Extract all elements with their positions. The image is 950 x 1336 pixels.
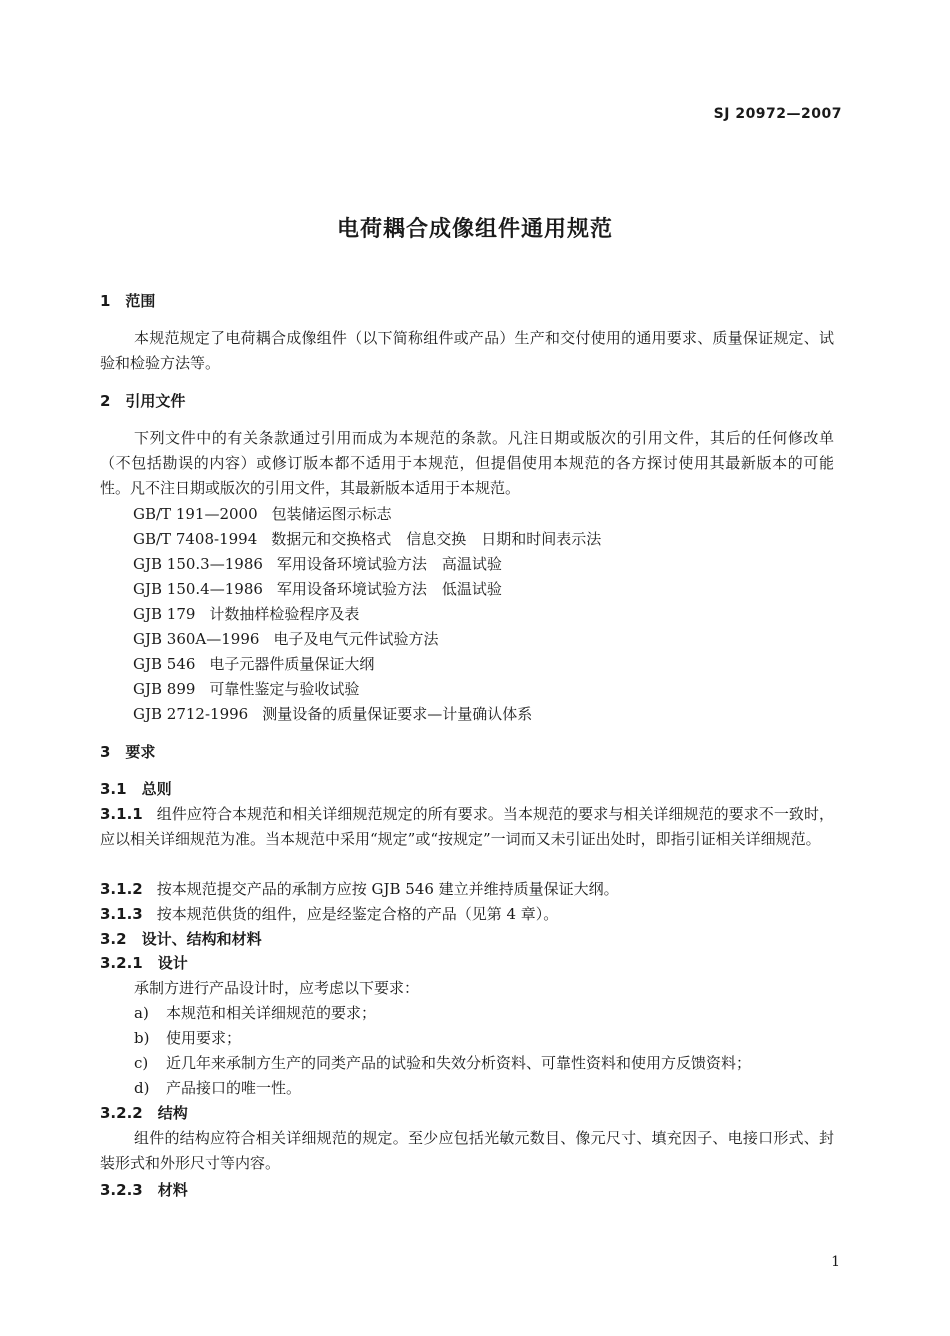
reference-code: GJB 899 [133, 680, 196, 698]
reference-code: GJB 546 [133, 655, 196, 673]
reference-item [133, 579, 502, 599]
reference-item [133, 529, 601, 549]
clause-text: 按本规范供货的组件，应是经鉴定合格的产品（见第 4 章）。 [156, 905, 559, 923]
clause-3-1-2 [100, 879, 619, 899]
reference-title: 可靠性鉴定与验收试验 [209, 680, 360, 698]
section-3-2-2-heading: 3.2.2 结构 [100, 1104, 188, 1122]
list-item [134, 1028, 241, 1048]
reference-item [133, 629, 438, 649]
clause-number: 3.1.1 [100, 805, 143, 823]
design-intro: 承制方进行产品设计时，应考虑以下要求： [134, 979, 420, 997]
structure-text: 组件的结构应符合相关详细规范的规定。至少应包括光敏元数目、像元尺寸、填充因子、电接口形式、封装形式和外形尺寸等内容。 [100, 1129, 834, 1172]
reference-title: 计数抽样检验程序及表 [209, 605, 360, 623]
reference-title: 包装储运图示标志 [271, 505, 392, 523]
reference-item [133, 654, 374, 674]
reference-item [133, 679, 359, 699]
section-2-body: 下列文件中的有关条款通过引用而成为本规范的条款。凡注日期或版次的引用文件，其后的任何修改单（不包括勘误的内容）或修订版本都不适用于本规范，但提倡使用本规范的各方探讨使用其最新版本的可能性。凡不注日期或版次的引用文件，其最新版本适用于本规范。 [100, 429, 834, 497]
reference-title: 军用设备环境试验方法 低温试验 [276, 580, 502, 598]
list-text: 使用要求； [166, 1029, 242, 1047]
section-3-2-1-heading: 3.2.1 设计 [100, 954, 188, 972]
standard-code: SJ 20972—2007 [713, 106, 842, 122]
reference-item [133, 704, 532, 724]
list-item [134, 1078, 301, 1098]
reference-title: 数据元和交换格式 信息交换 日期和时间表示法 [271, 530, 602, 548]
reference-code: GB/T 7408-1994 [133, 530, 258, 548]
list-label: d) [134, 1079, 150, 1097]
reference-code: GJB 150.4—1986 [133, 580, 263, 598]
reference-title: 电子及电气元件试验方法 [273, 630, 439, 648]
section-2-heading: 2 引用文件 [100, 392, 186, 410]
clause-3-1-1 [100, 802, 834, 852]
list-text: 本规范和相关详细规范的要求； [166, 1004, 377, 1022]
list-label: a) [134, 1004, 149, 1022]
clause-text: 组件应符合本规范和相关详细规范规定的所有要求。当本规范的要求与相关详细规范的要求不一致时，应以相关详细规范为准。当本规范中采用“规定”或“按规定”一词而又未引证出处时，即指引证相关详细规范。 [100, 805, 834, 848]
reference-code: GJB 2712-1996 [133, 705, 249, 723]
reference-code: GJB 360A—1996 [133, 630, 260, 648]
section-1-body: 本规范规定了电荷耦合成像组件（以下简称组件或产品）生产和交付使用的通用要求、质量保证规定、试验和检验方法等。 [100, 329, 834, 372]
reference-title: 军用设备环境试验方法 高温试验 [276, 555, 502, 573]
clause-text: 按本规范提交产品的承制方应按 GJB 546 建立并维持质量保证大纲。 [156, 880, 619, 898]
section-3-2-heading: 3.2 设计、结构和材料 [100, 930, 262, 948]
section-3-2-3-heading: 3.2.3 材料 [100, 1181, 188, 1199]
list-item [134, 1053, 751, 1073]
reference-item [133, 554, 502, 574]
list-item [134, 1003, 376, 1023]
reference-title: 电子元器件质量保证大纲 [209, 655, 375, 673]
list-label: c) [134, 1054, 149, 1072]
reference-item [133, 504, 392, 524]
reference-title: 测量设备的质量保证要求—计量确认体系 [262, 705, 533, 723]
list-text: 近几年来承制方生产的同类产品的试验和失效分析资料、可靠性资料和使用方反馈资料； [166, 1054, 752, 1072]
section-3-1-heading: 3.1 总则 [100, 780, 172, 798]
page-number: 1 [831, 1254, 840, 1270]
reference-item [133, 604, 359, 624]
list-text: 产品接口的唯一性。 [166, 1079, 302, 1097]
list-label: b) [134, 1029, 150, 1047]
reference-code: GB/T 191—2000 [133, 505, 258, 523]
reference-code: GJB 150.3—1986 [133, 555, 263, 573]
section-3-heading: 3 要求 [100, 743, 156, 761]
clause-3-1-3 [100, 904, 558, 924]
section-1-heading: 1 范围 [100, 292, 156, 310]
clause-number: 3.1.3 [100, 905, 143, 923]
document-title: 电荷耦合成像组件通用规范 [336, 217, 613, 242]
clause-number: 3.1.2 [100, 880, 143, 898]
reference-code: GJB 179 [133, 605, 196, 623]
